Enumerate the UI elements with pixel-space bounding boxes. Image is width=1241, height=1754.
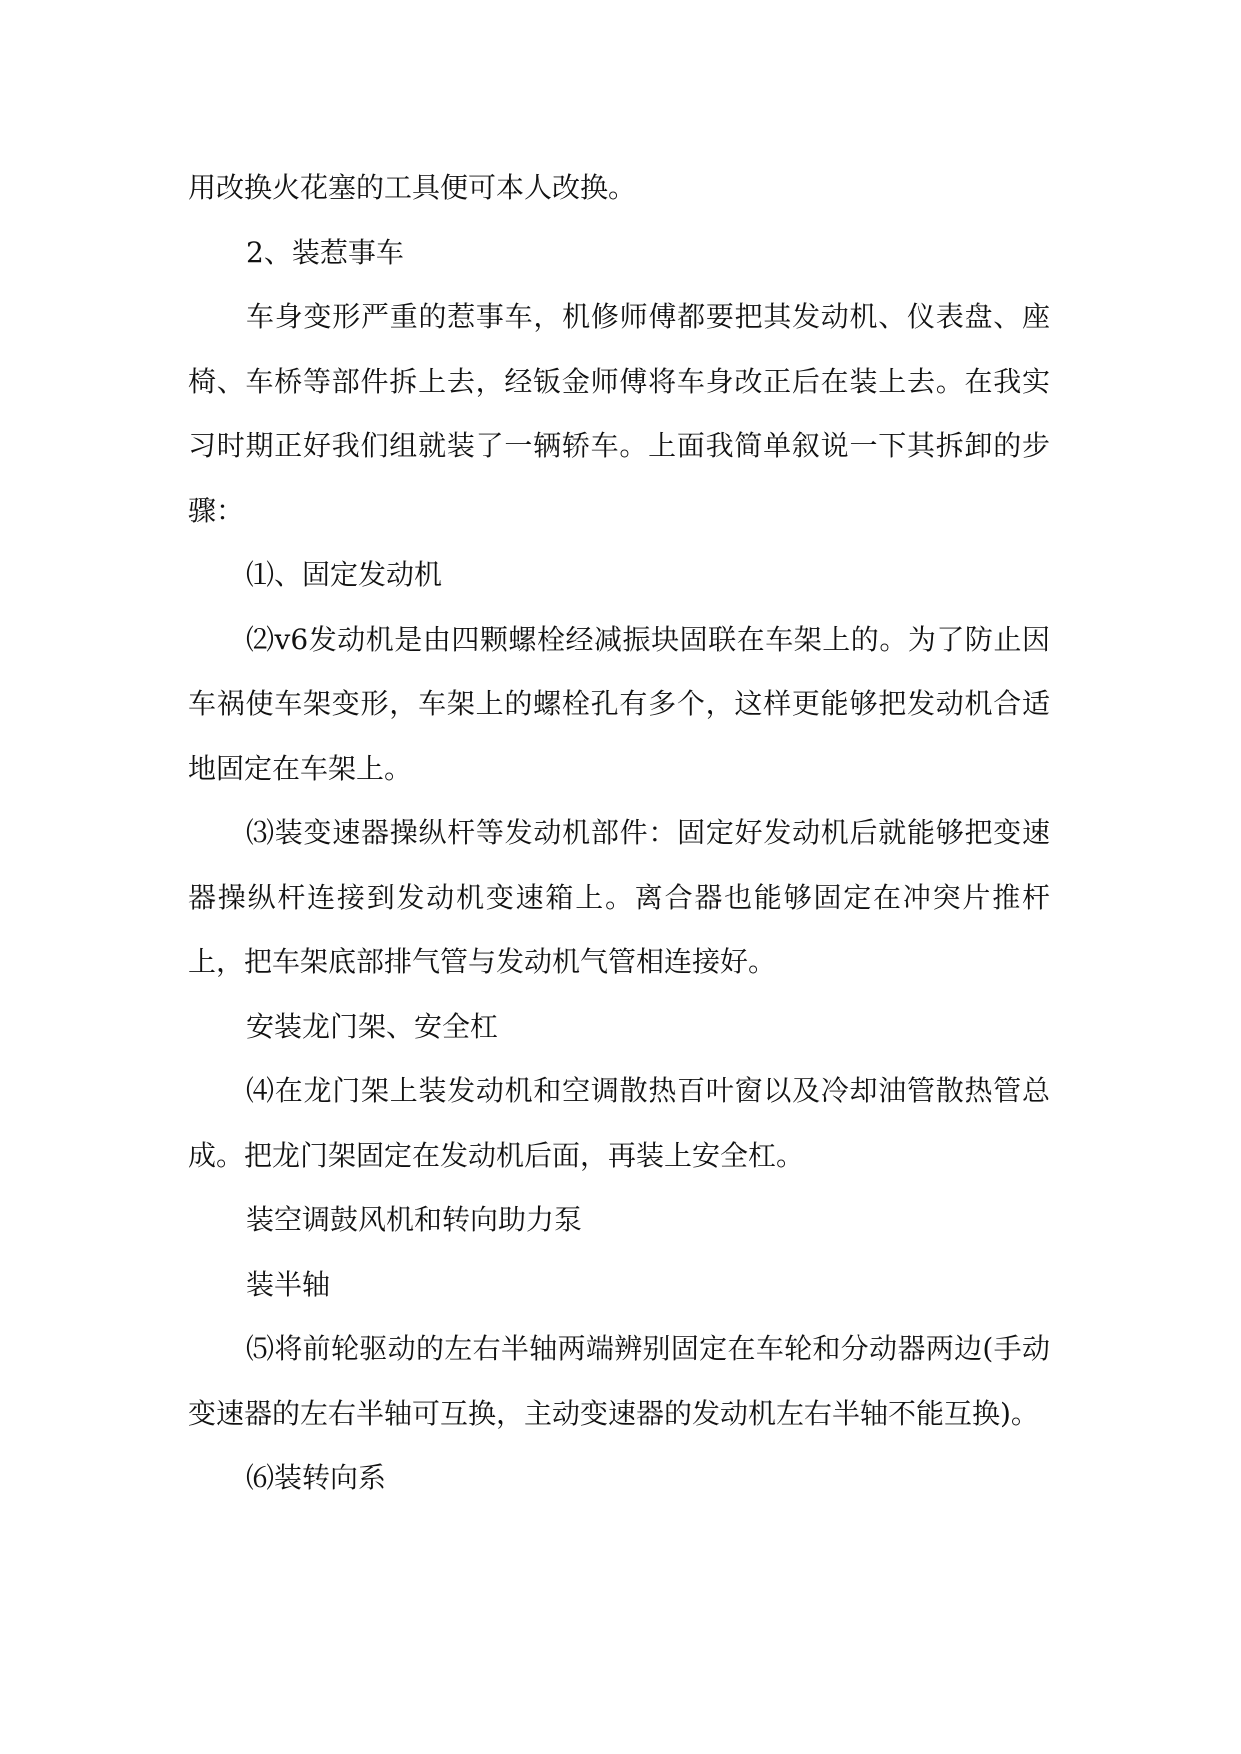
paragraph: ⑹装转向系 <box>246 1461 387 1494</box>
paragraph: ⑵v6发动机是由四颗螺栓经减振块固联在车架上的。为了防止因车祸使车架变形，车架上的螺栓孔有多个，这样更能够把发动机合适地固定在车架上。 <box>188 622 1050 785</box>
paragraph: ⑴、固定发动机 <box>246 558 443 591</box>
document-body <box>188 156 1050 1511</box>
paragraph: 装空调鼓风机和转向助力泵 <box>246 1203 583 1236</box>
paragraph: 用改换火花塞的工具便可本人改换。 <box>188 171 637 204</box>
paragraph: ⑷在龙门架上装发动机和空调散热百叶窗以及冷却油管散热管总成。把龙门架固定在发动机后面，再装上安全杠。 <box>188 1074 1050 1172</box>
paragraph: 2、装惹事车 <box>246 235 404 269</box>
paragraph: 装半轴 <box>246 1267 331 1301</box>
paragraph: 车身变形严重的惹事车，机修师傅都要把其发动机、仪表盘、座椅、车桥等部件拆上去，经钣金师傅将车身改正后在装上去。在我实习时期正好我们组就装了一辆轿车。上面我简单叙说一下其拆卸的步骤： <box>188 300 1050 527</box>
paragraph: ⑸将前轮驱动的左右半轴两端辨别固定在车轮和分动器两边(手动变速器的左右半轴可互换，主动变速器的发动机左右半轴不能互换)。 <box>188 1332 1050 1430</box>
paragraph: ⑶装变速器操纵杆等发动机部件：固定好发动机后就能够把变速器操纵杆连接到发动机变速箱上。离合器也能够固定在冲突片推杆上，把车架底部排气管与发动机气管相连接好。 <box>188 816 1050 978</box>
paragraph: 安装龙门架、安全杠 <box>246 1009 499 1043</box>
